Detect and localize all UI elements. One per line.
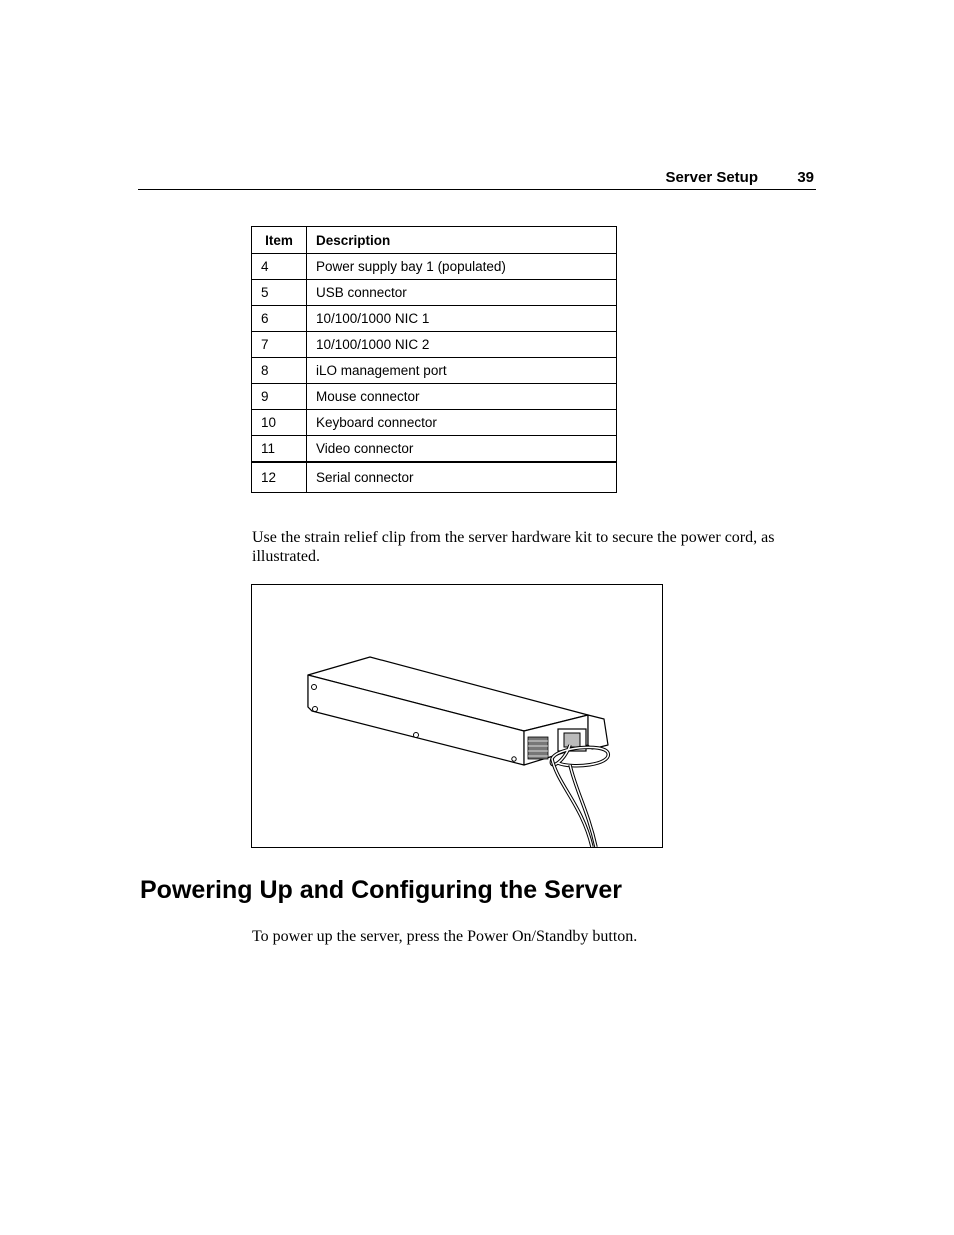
column-header-item: Item <box>252 227 307 254</box>
power-supply-drawing <box>252 585 662 847</box>
table-row <box>252 358 617 384</box>
column-header-description: Description <box>307 227 617 254</box>
item-cell: 5 <box>252 280 307 306</box>
table-row <box>252 306 617 332</box>
table-row <box>252 436 617 463</box>
item-cell: 11 <box>252 436 307 463</box>
header-section-title: Server Setup <box>665 169 758 186</box>
description-cell: 10/100/1000 NIC 2 <box>307 332 617 358</box>
item-description-table <box>251 226 617 493</box>
item-cell: 9 <box>252 384 307 410</box>
description-cell: Video connector <box>307 436 617 463</box>
table-row <box>252 462 617 493</box>
description-cell: iLO management port <box>307 358 617 384</box>
description-cell: 10/100/1000 NIC 1 <box>307 306 617 332</box>
table-row <box>252 410 617 436</box>
item-cell: 10 <box>252 410 307 436</box>
description-cell: Serial connector <box>307 462 617 493</box>
table-row <box>252 332 617 358</box>
section-heading: Powering Up and Configuring the Server <box>140 876 622 904</box>
item-cell: 8 <box>252 358 307 384</box>
page-number: 39 <box>797 169 814 186</box>
description-cell: Power supply bay 1 (populated) <box>307 254 617 280</box>
item-cell: 6 <box>252 306 307 332</box>
item-cell: 12 <box>252 462 307 493</box>
description-cell: Mouse connector <box>307 384 617 410</box>
power-up-paragraph: To power up the server, press the Power On/Standby button. <box>252 928 638 945</box>
table-row <box>252 280 617 306</box>
page-header <box>138 169 816 190</box>
description-cell: USB connector <box>307 280 617 306</box>
item-cell: 4 <box>252 254 307 280</box>
table-row <box>252 254 617 280</box>
strain-relief-paragraph: Use the strain relief clip from the server hardware kit to secure the power cord, as illustrated. <box>252 529 775 565</box>
item-cell: 7 <box>252 332 307 358</box>
description-cell: Keyboard connector <box>307 410 617 436</box>
power-supply-illustration <box>251 584 663 848</box>
table-row <box>252 384 617 410</box>
table-header-row <box>252 227 617 254</box>
